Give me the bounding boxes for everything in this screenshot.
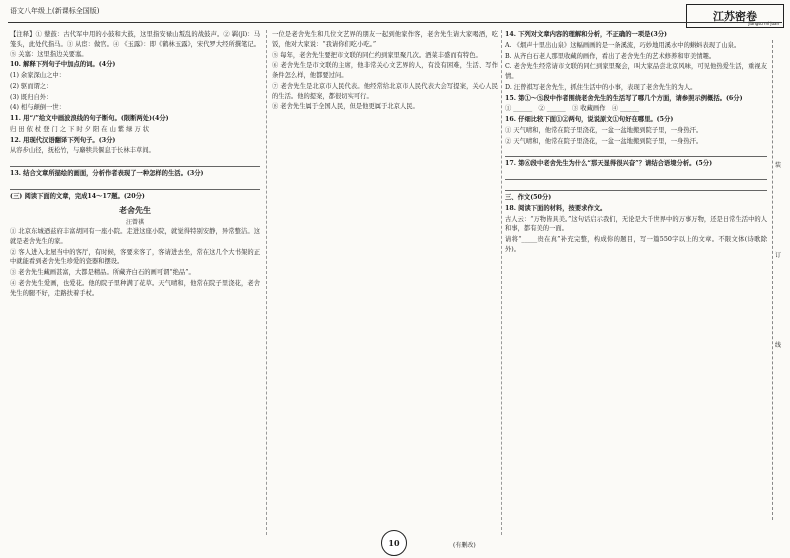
q14-option[interactable]: B. 从齐白石老人那里收藏的画作，看出了老舍先生的艺术修养和审美情趣。 xyxy=(505,52,716,60)
q14-option[interactable]: C. 老舍先生经常请市文联的同仁到家里聚会，叫大家品尝北京风味，可见他热爱生活，重视友情。 xyxy=(505,63,767,80)
paragraph: ⑥ 老舍先生是市文联的主席，他非常关心文艺界的人，有没有困难，生活、写作条件怎么样，他都要过问。 xyxy=(272,62,498,79)
brand-sub: Jiangsu mi juan xyxy=(748,21,779,26)
q10: 10. 解释下列句子中加点的词。(4分) xyxy=(10,61,116,69)
section-3: (三) 阅读下面的文章，完成14～17题。(20分) xyxy=(10,192,145,200)
q14-option[interactable]: D. 汪曾祺写老舍先生，抓住生活中的小事，表现了老舍先生的为人。 xyxy=(505,83,697,91)
q10-item: (1) 余家深山之中： xyxy=(10,72,65,79)
binding-line xyxy=(772,40,773,520)
q16-sentence: ① 天气晴和，他常在院子里浇花，一盆一盆地搬到院子里，一身热汗。 xyxy=(505,126,703,134)
column-1 xyxy=(10,30,260,299)
paragraph: ① 北京东城迺兹府丰富胡同有一座小院。走进这座小院，就觉得特别安静，异常整洁。这就是老舍先生的家。 xyxy=(10,228,260,245)
brand-title: 江苏密卷 xyxy=(713,10,757,23)
q15-item: ③ 收藏画作 xyxy=(572,105,606,113)
paragraph: ③ 老舍先生藏画甚富，大都是精品。所藏齐白石的画可谓“绝品”。 xyxy=(10,269,195,277)
q10-item: (2) 驱而谓之： xyxy=(10,82,53,90)
q12-text: 从容步山径，抚松竹，与麝犊共偃息于长林丰草间。 xyxy=(10,147,155,155)
answer-line[interactable] xyxy=(10,158,260,167)
paragraph: ② 客人进入北屋当中的客厅，有时候，客要来客了，客请进去坐，常在这几个大书架的正中就能看到老舍先生珍爱的瓷器和摆设。 xyxy=(10,248,260,266)
answer-line[interactable] xyxy=(505,148,767,157)
answer-line[interactable] xyxy=(505,171,767,180)
paragraph: ⑦ 老舍先生是北京市人民代表。他经常给北京市人民代表大会写提案，关心人民的生活。他的提案，都很切实可行。 xyxy=(272,82,498,100)
note: 【注释】① 鼙鼓：古代军中用的小鼓和大鼓，这里指安禄山叛乱的战鼓声。② 羁(jī)：马笼头，此处代指马。③ 从宦：做官。④ 《玉露》：即《鹤林玉露》，宋代罗大经所撰笔记。⑤ 关塞：这里指边关要塞。 xyxy=(10,31,260,58)
q11-text: 归 田 依 杖 登 门 之 下 时 夕 阳 在 山 紫 绿 万 状 xyxy=(10,125,150,133)
q18-text: 古人云：“万物皆具美。”这句话启示我们，无论是大千世界中的万事万物，还是日常生活中的人和事，都有美的一面。 xyxy=(505,215,767,233)
q17: 17. 第⑥段中老舍先生为什么“那天显得很兴奋”？请结合语境分析。(5分) xyxy=(505,160,713,168)
q15-item: ① ______ xyxy=(505,105,533,113)
paragraph: ④ 老舍先生爱画，也爱花。他的院子里种满了花草。天气晴和，他常在院子里浇花，老舍先生的腿不好，走路扶着手杖。 xyxy=(10,279,260,297)
q15-items xyxy=(505,104,767,114)
q14: 14. 下列对文章内容的理解和分析，不正确的一项是(3分) xyxy=(505,31,668,38)
q13: 13. 结合文章所描绘的画面，分析作者表现了一种怎样的生活。(3分) xyxy=(10,170,204,177)
q15: 15. 第①～⑤段中作者围绕老舍先生的生活写了哪几个方面，请参照示例概括。(6分) xyxy=(505,94,743,102)
q10-item: (3) 既归自外： xyxy=(10,93,53,101)
answer-line[interactable] xyxy=(505,182,767,191)
q12: 12. 用现代汉语翻译下列句子。(3分) xyxy=(10,136,116,144)
binding-label: 订 xyxy=(775,252,782,259)
q16-sentence: ② 天气晴和，他常在院子里浇花，一盆一盆地搬到院子里，一身热汗。 xyxy=(505,137,703,145)
q14-option[interactable]: A. 《烟声十里出山泉》这幅画画的是一条溪流，巧妙地用溪水中的蝌蚪表现了山泉。 xyxy=(505,41,741,49)
column-divider xyxy=(501,30,502,535)
header-rule xyxy=(8,22,782,23)
page-number: 10 xyxy=(381,530,407,556)
brand-logo xyxy=(686,4,784,28)
composition-section: 三、作文(50分) xyxy=(505,194,552,201)
q18-requirement: 请将“_____贵在真”补充完整，构成你的题目，写一篇550字以上的文章。不限文体(诗歌除外)。 xyxy=(505,236,767,253)
header-left: 语文八年级上(新课标全国版) xyxy=(10,7,100,15)
paragraph: ⑧ 老舍先生属于全国人民，但是他更属于北京人民。 xyxy=(272,103,419,111)
column-divider xyxy=(266,30,267,535)
answer-line[interactable] xyxy=(10,181,260,190)
paragraph: ⑤ 每年，老舍先生要把市文联的同仁约到家里聚几次。酒菜丰盛而有特色。 xyxy=(272,51,482,59)
binding-label: 装 xyxy=(775,162,782,169)
q18: 18. 阅读下面的材料，按要求作文。 xyxy=(505,204,607,212)
article-author: 汪曾祺 xyxy=(125,218,144,226)
q16: 16. 仔细比较下面①②两句，说说原文①句好在哪里。(5分) xyxy=(505,116,674,123)
q10-item: (4) 相与颠倒一世： xyxy=(10,104,65,112)
binding-label: 线 xyxy=(775,342,782,349)
paragraph: 一位是老舍先生和几位文艺界的朋友一起到他家作客，老舍先生请大家喝酒，吃饭，他对大家说：“我请你们吃小吃。” xyxy=(272,31,498,48)
article-title: 老舍先生 xyxy=(119,204,151,215)
source-note: (有删改) xyxy=(453,542,476,549)
column-3 xyxy=(505,30,767,256)
q15-item: ② ______ xyxy=(538,105,566,113)
q11: 11. 用“/”给文中画波浪线的句子断句。(限断两处)(4分) xyxy=(10,115,169,122)
q15-item: ④ ______ xyxy=(611,105,639,113)
column-2 xyxy=(272,30,498,113)
